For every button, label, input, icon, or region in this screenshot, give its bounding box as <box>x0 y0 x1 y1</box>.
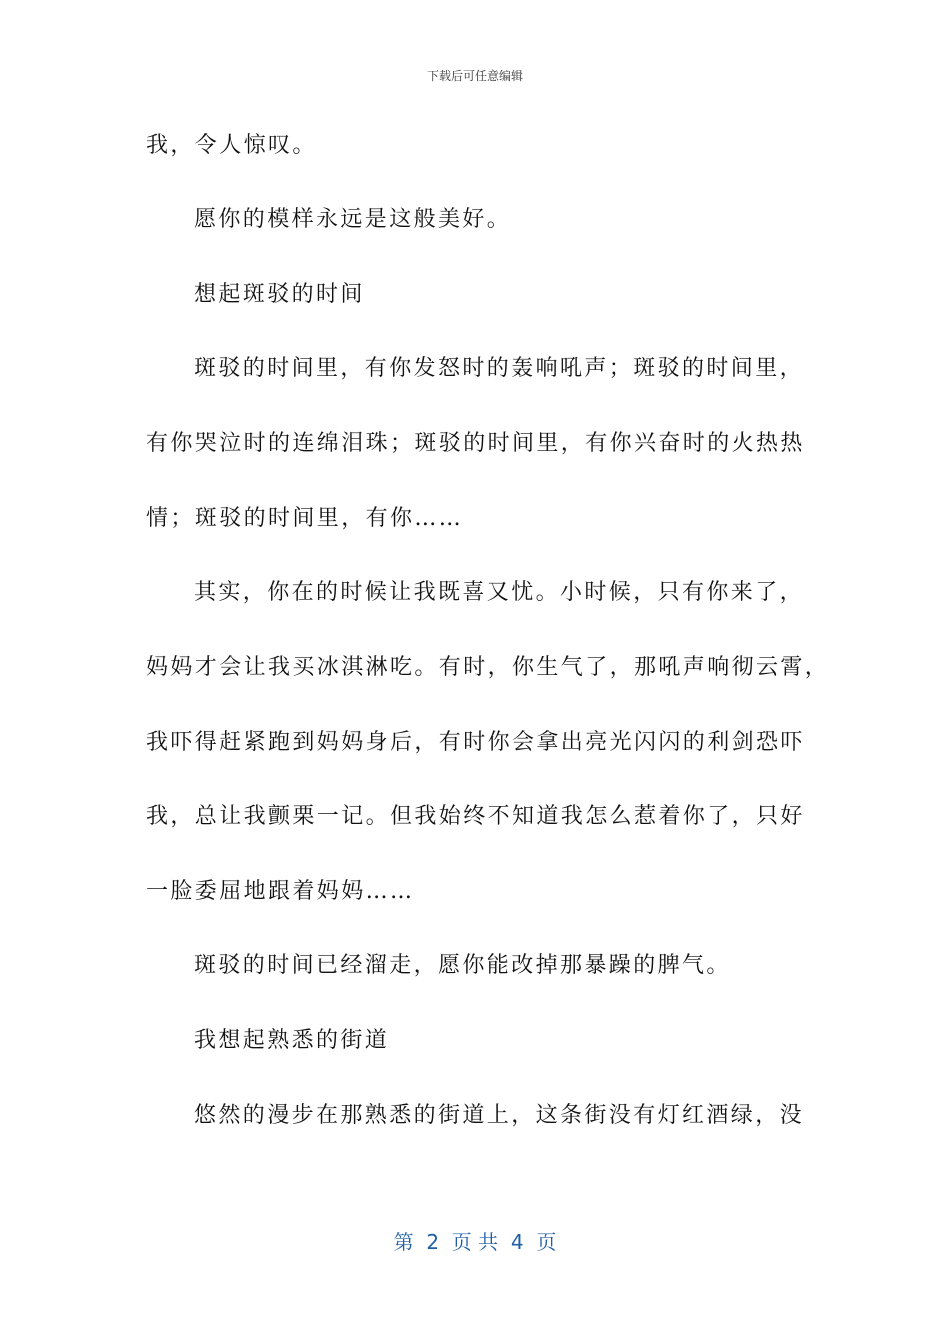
page-number: 第 2 页 共 4 页 <box>393 1230 557 1254</box>
text-line: 我吓得赶紧跑到妈妈身后，有时你会拿出亮光闪闪的利剑恐吓 <box>146 730 805 755</box>
text-line: 有你哭泣时的连绵泪珠；斑驳的时间里，有你兴奋时的火热热 <box>146 431 805 456</box>
text-line: 我，令人惊叹。 <box>146 133 317 158</box>
text-line: 悠然的漫步在那熟悉的街道上，这条街没有灯红酒绿，没 <box>194 1103 805 1128</box>
text-line: 妈妈才会让我买冰淇淋吃。有时，你生气了，那吼声响彻云霄， <box>146 655 830 680</box>
text-line: 愿你的模样永远是这般美好。 <box>194 207 512 232</box>
text-line: 斑驳的时间已经溜走，愿你能改掉那暴躁的脾气。 <box>194 953 731 978</box>
text-line: 一脸委屈地跟着妈妈…… <box>146 879 415 904</box>
text-line: 情；斑驳的时间里，有你…… <box>146 506 464 531</box>
text-line: 我，总让我颤栗一记。但我始终不知道我怎么惹着你了，只好 <box>146 804 805 829</box>
section-heading: 我想起熟悉的街道 <box>194 1028 390 1053</box>
text-line: 其实，你在的时候让我既喜又忧。小时候，只有你来了， <box>194 580 805 605</box>
section-heading: 想起斑驳的时间 <box>194 282 365 307</box>
page-header: 下载后可任意编辑 <box>426 69 523 83</box>
text-line: 斑驳的时间里，有你发怒时的轰响吼声；斑驳的时间里， <box>194 356 805 381</box>
